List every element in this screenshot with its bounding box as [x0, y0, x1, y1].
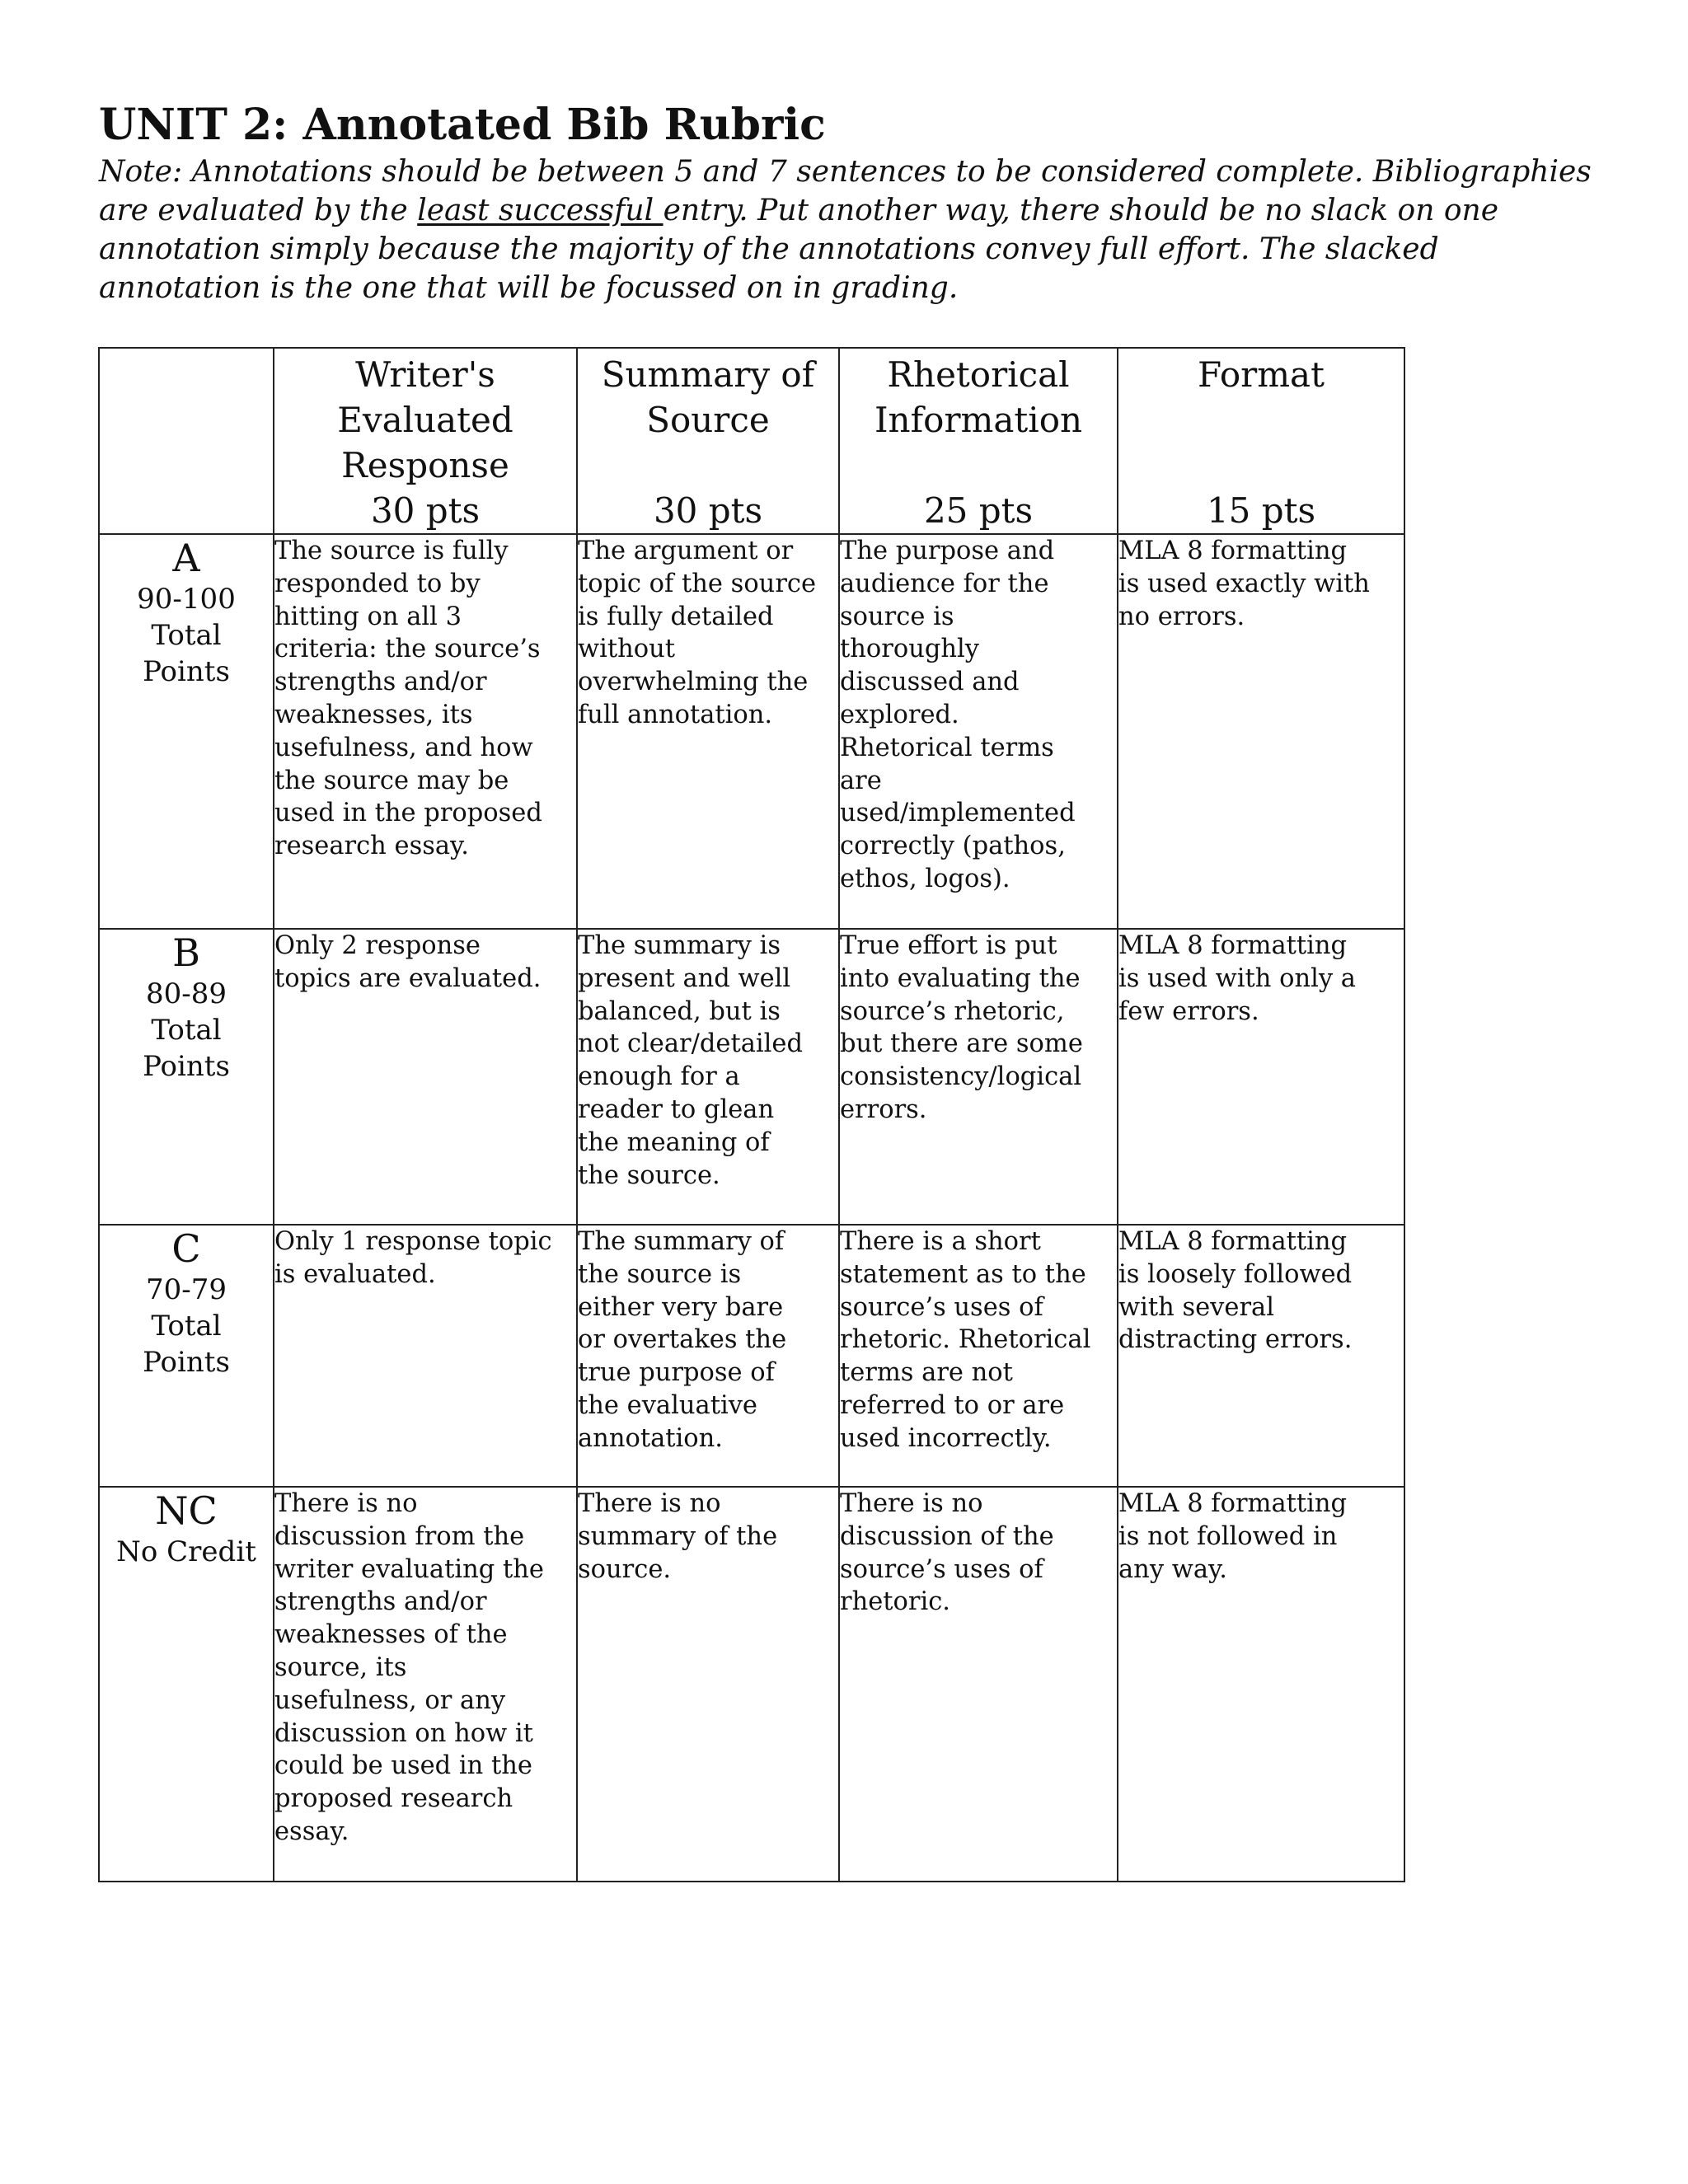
criteria-cell: The source is fully responded to by hitting on all 3 criteria: the source’s strengths and/or weaknesses, its usefulness, and how the source may be used in the proposed research essay.	[274, 534, 577, 929]
grade-letter: NC	[155, 1488, 218, 1533]
grade-letter: C	[171, 1226, 201, 1271]
grade-range: 80-89 Total Points	[143, 977, 230, 1083]
column-points: 15 pts	[1206, 490, 1316, 531]
rubric-row-grade-a	[99, 534, 1404, 929]
criteria-cell: Only 2 response topics are evaluated.	[274, 929, 577, 1225]
header-corner-cell	[99, 348, 274, 534]
note-line-2-before: are evaluated by the	[99, 194, 418, 227]
grade-cell	[99, 1487, 274, 1882]
rubric-row-grade-c	[99, 1225, 1404, 1487]
criteria-cell: There is no summary of the source.	[577, 1487, 839, 1882]
grade-range: No Credit	[116, 1535, 256, 1568]
criteria-cell: There is a short statement as to the source’s uses of rhetoric. Rhetorical terms are not referred to or are used incorrectly.	[839, 1225, 1118, 1487]
note-line-1: Note: Annotations should be between 5 and 7 sentences to be considered complete. Bibliographies	[99, 155, 1592, 189]
rubric-row-no-credit	[99, 1487, 1404, 1882]
note-line-2-after: entry. Put another way, there should be no slack on one	[663, 194, 1499, 227]
rubric-header-row	[99, 348, 1404, 534]
criteria-cell: MLA 8 formatting is used exactly with no errors.	[1118, 534, 1404, 929]
header-format	[1118, 348, 1404, 534]
criteria-cell: The argument or topic of the source is fully detailed without overwhelming the full annotation.	[577, 534, 839, 929]
note-underlined-phrase: least successful	[417, 194, 663, 227]
note-line-2	[99, 191, 1582, 230]
note-line-4: annotation is the one that will be focussed on in grading.	[99, 271, 959, 305]
grade-cell	[99, 534, 274, 929]
grade-range: 90-100 Total Points	[137, 583, 236, 688]
header-rhetorical-information	[839, 348, 1118, 534]
grading-note	[99, 152, 1592, 307]
note-line-3: annotation simply because the majority of the annotations convey full effort. The slacked	[99, 232, 1439, 266]
criteria-cell: MLA 8 formatting is not followed in any way.	[1118, 1487, 1404, 1882]
grade-letter: B	[172, 930, 200, 975]
criteria-cell: The purpose and audience for the source is thoroughly discussed and explored. Rhetorical terms are used/implemented correctly (pathos, ethos, logos).	[839, 534, 1118, 929]
criteria-cell: MLA 8 formatting is loosely followed with several distracting errors.	[1118, 1225, 1404, 1487]
criteria-cell: There is no discussion of the source’s uses of rhetoric.	[839, 1487, 1118, 1882]
rubric-row-grade-b	[99, 929, 1404, 1225]
grade-cell	[99, 1225, 274, 1487]
criteria-cell: The summary of the source is either very bare or overtakes the true purpose of the evaluative annotation.	[577, 1225, 839, 1487]
header-summary-of-source	[577, 348, 839, 534]
criteria-cell: The summary is present and well balanced, but is not clear/detailed enough for a reader to glean the meaning of the source.	[577, 929, 839, 1225]
column-points: 25 pts	[923, 490, 1034, 531]
column-title: Writer's Evaluated Response	[337, 354, 513, 485]
grade-cell	[99, 929, 274, 1225]
grade-letter: A	[172, 536, 200, 580]
column-title: Rhetorical Information	[874, 354, 1083, 440]
column-title: Summary of Source	[601, 354, 815, 440]
column-points: 30 pts	[653, 490, 763, 531]
column-title: Format	[1198, 354, 1325, 395]
rubric-table	[98, 347, 1405, 1882]
header-writers-response	[274, 348, 577, 534]
criteria-cell: Only 1 response topic is evaluated.	[274, 1225, 577, 1487]
criteria-cell: There is no discussion from the writer evaluating the strengths and/or weaknesses of the source, its usefulness, or any discussion on how it could be used in the proposed research essay.	[274, 1487, 577, 1882]
grade-range: 70-79 Total Points	[143, 1273, 230, 1379]
criteria-cell: MLA 8 formatting is used with only a few errors.	[1118, 929, 1404, 1225]
criteria-cell: True effort is put into evaluating the source’s rhetoric, but there are some consistency/logical errors.	[839, 929, 1118, 1225]
column-points: 30 pts	[370, 490, 481, 531]
document-title: UNIT 2: Annotated Bib Rubric	[99, 100, 826, 150]
